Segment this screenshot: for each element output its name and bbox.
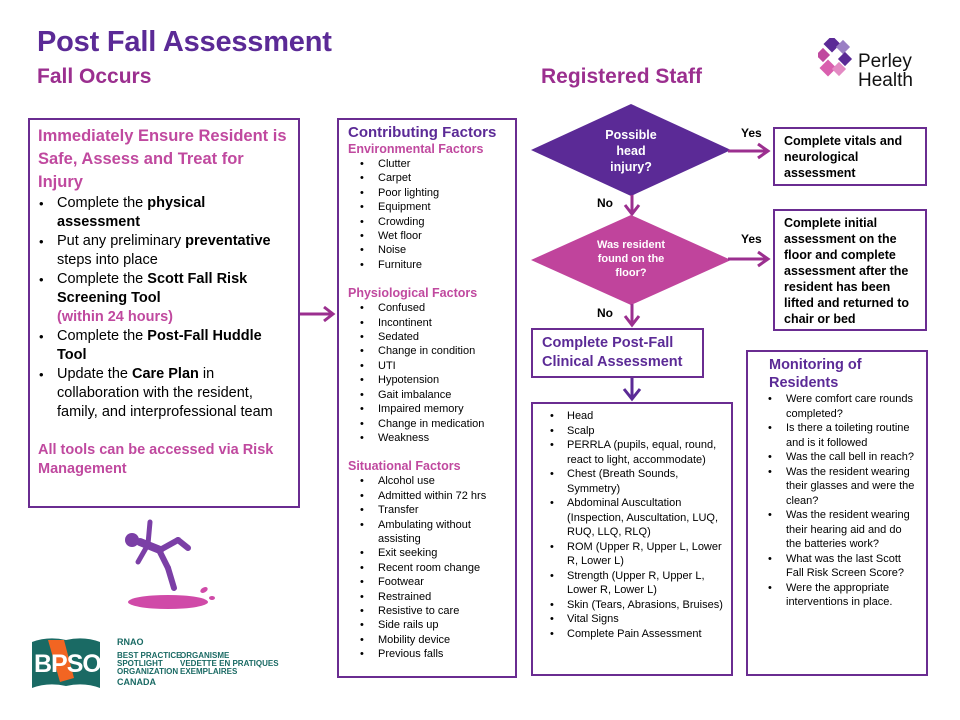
- found-on-floor-decision-text: Was resident found on the floor?: [596, 239, 666, 279]
- falling-person-icon: [120, 512, 220, 612]
- list-item: • PERRLA (pupils, equal, round, react to light, accommodate): [541, 438, 723, 467]
- list-item: • Resistive to care: [348, 604, 506, 618]
- page-title: Post Fall Assessment: [37, 26, 332, 58]
- list-item: • Was the call bell in reach?: [756, 450, 918, 465]
- list-item: • Side rails up: [348, 618, 506, 632]
- clinical-assessment-list-box: [531, 402, 733, 676]
- no-label: No: [597, 306, 613, 320]
- list-item: • Complete the Scott Fall Risk Screening Tool (within 24 hours): [38, 270, 290, 327]
- bpso-logo: [30, 632, 280, 692]
- bpso-en-line3: ORGANIZATION: [117, 667, 179, 676]
- immediate-actions-box: [28, 118, 300, 508]
- list-item: • Skin (Tears, Abrasions, Bruises): [541, 598, 723, 613]
- initial-assessment-box: Complete initial assessment on the floor and complete assessment after the resident has been lifted and returned to chair or bed: [773, 209, 927, 331]
- arrow-right-icon: [728, 141, 774, 161]
- arrow-down-icon: [622, 195, 642, 217]
- list-item: • Was the resident wearing their hearing aid and do the batteries work?: [756, 508, 918, 552]
- list-item: • Restrained: [348, 590, 506, 604]
- monitoring-residents-box: [746, 350, 928, 676]
- clinical-assessment-list: [541, 409, 723, 641]
- physiological-factors-heading: Physiological Factors: [348, 286, 478, 301]
- list-item: • What was the last Scott Fall Risk Screen Score?: [756, 552, 918, 581]
- list-item: • Wet floor: [348, 229, 506, 243]
- arrow-down-icon: [622, 304, 642, 328]
- list-item: • Hypotension: [348, 373, 506, 387]
- list-item: • Impaired memory: [348, 402, 506, 416]
- list-item: • Change in medication: [348, 417, 506, 431]
- physiological-factors-list: [348, 301, 506, 445]
- fall-occurs-heading: Fall Occurs: [37, 65, 152, 88]
- list-item: • Transfer: [348, 503, 506, 517]
- list-item: • Confused: [348, 301, 506, 315]
- registered-staff-heading: Registered Staff: [541, 65, 703, 88]
- monitoring-list: [756, 392, 918, 610]
- list-item: • UTI: [348, 359, 506, 373]
- list-item: • Sedated: [348, 330, 506, 344]
- list-item: • Recent room change: [348, 561, 506, 575]
- monitoring-heading: Monitoring of Residents: [769, 357, 862, 391]
- list-item: • Gait imbalance: [348, 388, 506, 402]
- immediate-actions-heading: Immediately Ensure Resident is Safe, Assess and Treat for Injury: [38, 127, 287, 191]
- list-item: • Noise: [348, 243, 506, 257]
- arrow-right-icon: [728, 249, 774, 269]
- immediate-actions-list: [38, 194, 290, 422]
- list-item: • Exit seeking: [348, 546, 506, 560]
- vitals-neuro-box: Complete vitals and neurological assessment: [773, 127, 927, 186]
- rnao-label: RNAO: [117, 637, 144, 647]
- list-item: • Abdominal Auscultation (Inspection, Auscultation, LUQ, RUQ, LLQ, RLQ): [541, 496, 723, 540]
- list-item: • Alcohol use: [348, 474, 506, 488]
- head-injury-decision-text: Possible head injury?: [605, 128, 657, 174]
- list-item: • Strength (Upper R, Upper L, Lower R, Lower L): [541, 569, 723, 598]
- within-24-hours-note: (within 24 hours): [57, 309, 173, 325]
- list-item: • ROM (Upper R, Upper L, Lower R, Lower L): [541, 540, 723, 569]
- contributing-factors-heading: Contributing Factors: [348, 124, 497, 141]
- bpso-fr-line2: VEDETTE EN PRATIQUES: [180, 659, 279, 668]
- list-item: • Equipment: [348, 200, 506, 214]
- situational-factors-heading: Situational Factors: [348, 459, 461, 474]
- list-item: • Complete Pain Assessment: [541, 627, 723, 642]
- list-item: • Complete the physical assessment: [38, 194, 290, 232]
- list-item: • Admitted within 72 hrs: [348, 489, 506, 503]
- list-item: • Were the appropriate interventions in place.: [756, 581, 918, 610]
- perley-health-logo: [818, 36, 930, 96]
- list-item: • Change in condition: [348, 344, 506, 358]
- list-item: • Poor lighting: [348, 186, 506, 200]
- list-item: • Ambulating without assisting: [348, 518, 506, 547]
- list-item: • Is there a toileting routine and is it followed: [756, 421, 918, 450]
- list-item: • Footwear: [348, 575, 506, 589]
- list-item: • Carpet: [348, 171, 506, 185]
- post-fall-clinical-assessment-box: Complete Post-Fall Clinical Assessment: [531, 328, 704, 378]
- environmental-factors-heading: Environmental Factors: [348, 142, 484, 156]
- list-item: • Furniture: [348, 258, 506, 272]
- yes-label: Yes: [741, 126, 762, 140]
- list-item: • Crowding: [348, 215, 506, 229]
- list-item: • Were comfort care rounds completed?: [756, 392, 918, 421]
- bpso-mark: BPSO: [34, 650, 101, 678]
- perley-text-line2: Health: [858, 70, 913, 91]
- list-item: • Was the resident wearing their glasses and were the clean?: [756, 465, 918, 509]
- bpso-en-line1: BEST PRACTICE: [117, 651, 182, 660]
- bpso-country: CANADA: [117, 677, 156, 687]
- list-item: • Vital Signs: [541, 612, 723, 627]
- yes-label: Yes: [741, 232, 762, 246]
- list-item: • Mobility device: [348, 633, 506, 647]
- list-item: • Head: [541, 409, 723, 424]
- list-item: • Clutter: [348, 157, 506, 171]
- perley-text-line1: Perley: [858, 51, 912, 72]
- arrow-right-icon: [300, 304, 338, 324]
- list-item: • Chest (Breath Sounds, Symmetry): [541, 467, 723, 496]
- contributing-factors-box: [337, 118, 517, 678]
- list-item: • Update the Care Plan in collaboration with the resident, family, and interprofessional team: [38, 365, 290, 422]
- bpso-en-line2: SPOTLIGHT: [117, 659, 163, 668]
- list-item: • Scalp: [541, 424, 723, 439]
- risk-management-note: All tools can be accessed via Risk Management: [38, 442, 274, 477]
- list-item: • Complete the Post-Fall Huddle Tool: [38, 327, 290, 365]
- bpso-fr-line1: ORGANISME: [180, 651, 230, 660]
- list-item: • Incontinent: [348, 316, 506, 330]
- situational-factors-list: [348, 474, 506, 661]
- arrow-down-icon: [621, 378, 643, 402]
- list-item: • Weakness: [348, 431, 506, 445]
- perley-cross-icon: [818, 38, 854, 78]
- list-item: • Put any preliminary preventative steps into place: [38, 232, 290, 270]
- no-label: No: [597, 196, 613, 210]
- list-item: • Previous falls: [348, 647, 506, 661]
- bpso-fr-line3: EXEMPLAIRES: [180, 667, 238, 676]
- environmental-factors-list: [348, 157, 506, 272]
